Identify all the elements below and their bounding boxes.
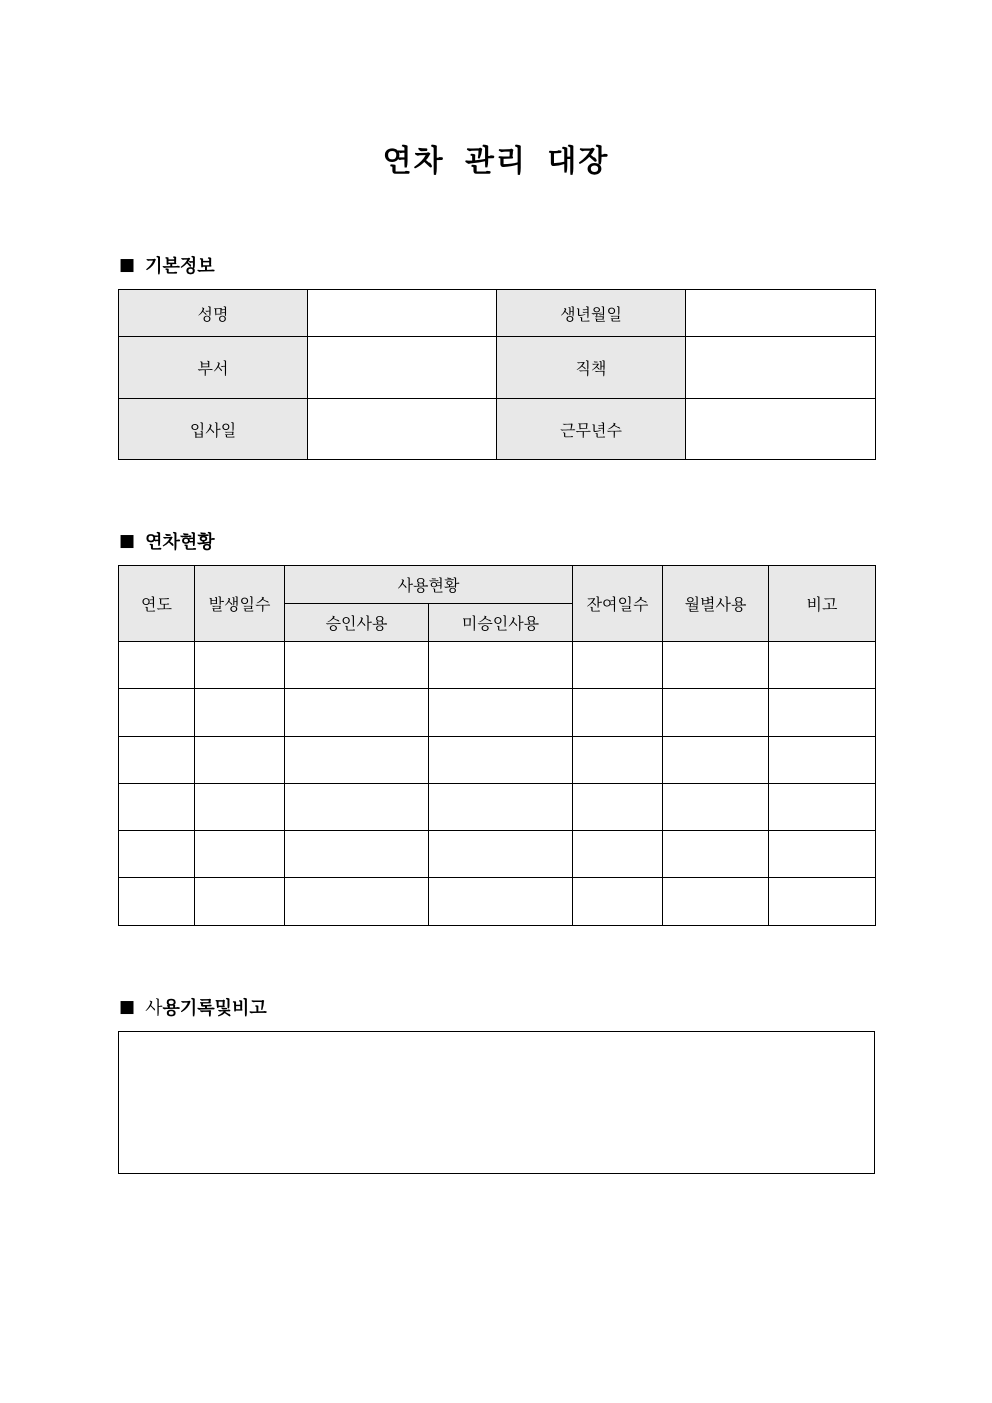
header-unapproved-use: 미승인사용 (429, 604, 573, 642)
field-name[interactable] (308, 290, 497, 337)
table-cell[interactable] (573, 878, 663, 926)
field-birth-date[interactable] (686, 290, 876, 337)
table-row (119, 642, 876, 689)
section-heading-usage-record (119, 994, 267, 1020)
header-monthly-use: 월별사용 (663, 566, 769, 642)
table-row (119, 689, 876, 737)
leave-status-table (118, 565, 876, 926)
label-years-of-service: 근무년수 (497, 399, 686, 460)
table-cell[interactable] (769, 689, 876, 737)
table-row (119, 878, 876, 926)
header-usage-status: 사용현황 (285, 566, 573, 604)
table-cell[interactable] (663, 831, 769, 878)
table-cell[interactable] (663, 878, 769, 926)
table-cell[interactable] (285, 642, 429, 689)
table-cell[interactable] (285, 831, 429, 878)
header-remaining-days: 잔여일수 (573, 566, 663, 642)
table-cell[interactable] (573, 737, 663, 784)
table-cell[interactable] (573, 831, 663, 878)
square-bullet-icon: ■ (119, 997, 136, 1017)
label-hire-date: 입사일 (119, 399, 308, 460)
table-cell[interactable] (285, 737, 429, 784)
table-cell[interactable] (663, 737, 769, 784)
table-cell[interactable] (195, 689, 285, 737)
table-cell[interactable] (195, 737, 285, 784)
table-cell[interactable] (119, 689, 195, 737)
table-cell[interactable] (769, 737, 876, 784)
header-remarks: 비고 (769, 566, 876, 642)
table-row (119, 831, 876, 878)
table-cell[interactable] (285, 878, 429, 926)
section-heading-label-prefix: 사 (145, 998, 163, 1019)
table-cell[interactable] (119, 737, 195, 784)
table-cell[interactable] (285, 784, 429, 831)
header-days-granted: 발생일수 (195, 566, 285, 642)
page-title: 연차 관리 대장 (382, 144, 610, 179)
table-cell[interactable] (663, 689, 769, 737)
table-cell[interactable] (429, 737, 573, 784)
label-birth-date: 생년월일 (497, 290, 686, 337)
section-heading-leave-status (119, 528, 215, 554)
table-cell[interactable] (429, 689, 573, 737)
header-approved-use: 승인사용 (285, 604, 429, 642)
square-bullet-icon: ■ (119, 531, 136, 551)
section-heading-label: 기본정보 (145, 256, 215, 277)
table-cell[interactable] (429, 784, 573, 831)
header-year: 연도 (119, 566, 195, 642)
table-cell[interactable] (573, 689, 663, 737)
section-heading-basic-info (119, 252, 215, 278)
usage-record-notes-box[interactable] (118, 1031, 875, 1174)
table-cell[interactable] (663, 642, 769, 689)
table-cell[interactable] (119, 642, 195, 689)
table-cell[interactable] (769, 831, 876, 878)
table-cell[interactable] (195, 784, 285, 831)
table-cell[interactable] (769, 878, 876, 926)
table-cell[interactable] (573, 784, 663, 831)
table-row (119, 784, 876, 831)
table-cell[interactable] (573, 642, 663, 689)
square-bullet-icon: ■ (119, 255, 136, 275)
label-position: 직책 (497, 337, 686, 399)
table-cell[interactable] (285, 689, 429, 737)
table-cell[interactable] (769, 784, 876, 831)
table-cell[interactable] (195, 642, 285, 689)
table-cell[interactable] (119, 878, 195, 926)
table-row (119, 737, 876, 784)
section-heading-label: 연차현황 (145, 532, 215, 553)
table-cell[interactable] (663, 784, 769, 831)
label-name: 성명 (119, 290, 308, 337)
table-cell[interactable] (195, 878, 285, 926)
field-hire-date[interactable] (308, 399, 497, 460)
label-department: 부서 (119, 337, 308, 399)
table-cell[interactable] (119, 831, 195, 878)
table-cell[interactable] (769, 642, 876, 689)
field-position[interactable] (686, 337, 876, 399)
section-heading-label: 용기록및비고 (162, 998, 267, 1019)
field-department[interactable] (308, 337, 497, 399)
table-cell[interactable] (429, 642, 573, 689)
table-cell[interactable] (429, 878, 573, 926)
field-years-of-service[interactable] (686, 399, 876, 460)
table-cell[interactable] (429, 831, 573, 878)
table-cell[interactable] (195, 831, 285, 878)
basic-info-table (118, 289, 876, 460)
table-cell[interactable] (119, 784, 195, 831)
